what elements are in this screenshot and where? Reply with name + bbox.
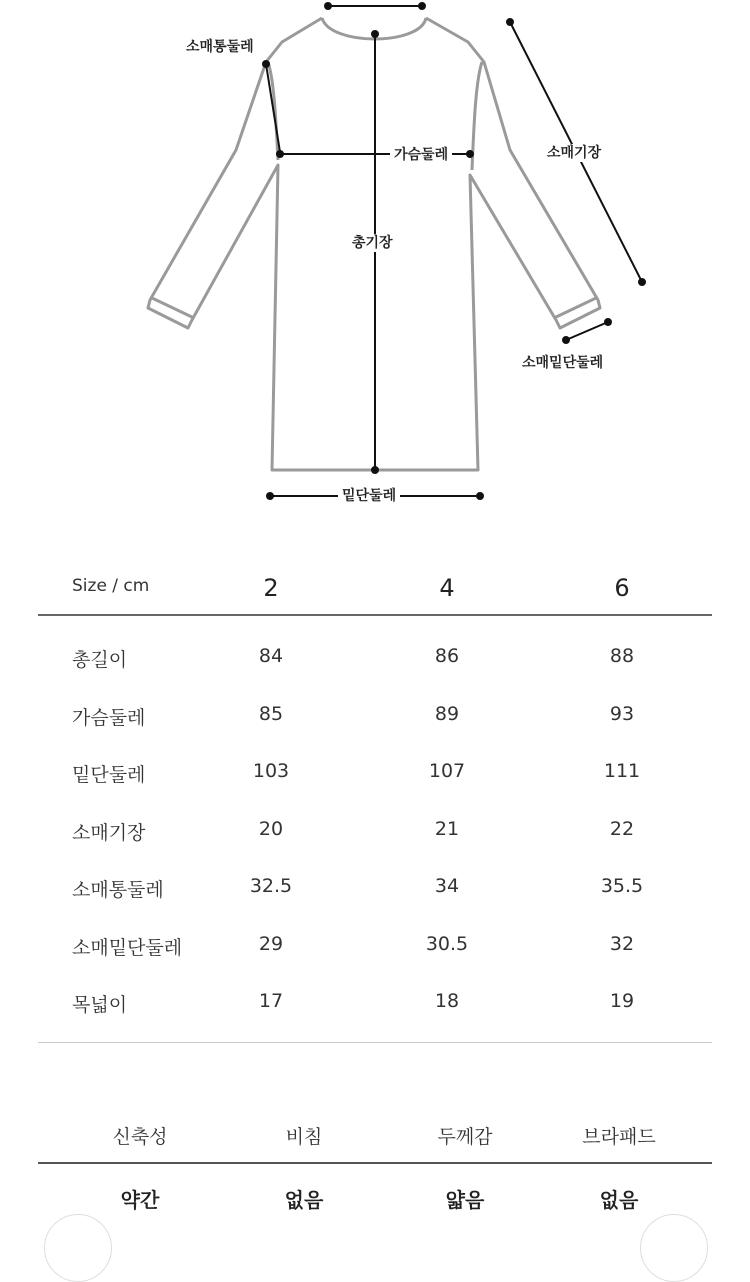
cell-value: 20 [258, 817, 284, 840]
table-row [38, 916, 712, 974]
dress-illustration [0, 0, 750, 520]
cell-value: 107 [428, 760, 466, 782]
size-table [38, 560, 712, 1043]
row-label: 목넓이 [72, 994, 128, 1016]
size-table-body [38, 616, 712, 1043]
cell-value: 93 [609, 702, 635, 725]
cell-value: 22 [609, 817, 635, 840]
row-label: 소매밑단둘레 [72, 936, 183, 959]
indicator-circle [44, 1214, 112, 1282]
cell-value: 32 [609, 932, 635, 955]
cell-value: 103 [252, 760, 290, 782]
label-sleeve-circumference: 소매통둘레 [182, 38, 258, 56]
cell-value: 32.5 [249, 875, 293, 897]
cell-value: 19 [609, 990, 635, 1012]
property-value-bra-pad: 없음 [599, 1188, 639, 1212]
cell-value: 17 [258, 990, 284, 1012]
table-row [38, 858, 712, 916]
cell-value: 34 [434, 875, 460, 897]
cell-value: 86 [434, 645, 460, 667]
size-column-header: 6 [614, 574, 630, 602]
row-label: 밑단둘레 [72, 764, 146, 786]
property-value-thickness: 얇음 [445, 1188, 485, 1212]
label-total-length: 총기장 [348, 234, 397, 252]
cell-value: 18 [434, 990, 460, 1012]
measurement-diagram [0, 0, 750, 520]
cell-value: 35.5 [600, 875, 644, 897]
label-hem: 밑단둘레 [338, 487, 400, 505]
row-label: 소매기장 [72, 821, 146, 844]
size-column-header: 2 [263, 574, 279, 602]
cell-value: 30.5 [425, 932, 469, 955]
table-row [38, 743, 712, 801]
row-label: 총길이 [72, 649, 128, 671]
property-header-stretch: 신축성 [112, 1126, 168, 1148]
row-label: 소매통둘레 [72, 879, 164, 901]
table-row [38, 686, 712, 744]
cell-value: 89 [434, 702, 460, 725]
property-header-sheerness: 비침 [285, 1126, 323, 1148]
cell-value: 84 [258, 645, 284, 667]
cell-value: 21 [434, 817, 460, 840]
table-row [38, 973, 712, 1031]
table-row [38, 801, 712, 859]
size-unit-label: Size / cm [72, 576, 150, 596]
row-label: 가슴둘레 [72, 706, 146, 729]
properties-values-row [38, 1164, 712, 1224]
size-column-header: 4 [439, 574, 455, 602]
cell-value: 88 [609, 645, 635, 667]
property-value-stretch: 약간 [120, 1188, 160, 1212]
indicator-circle [640, 1214, 708, 1282]
size-table-header [38, 560, 712, 616]
cell-value: 111 [603, 760, 641, 782]
property-value-sheerness: 없음 [284, 1188, 324, 1212]
fabric-properties-table [38, 1110, 712, 1224]
cell-value: 29 [258, 932, 284, 955]
label-sleeve-hem: 소매밑단둘레 [518, 354, 607, 372]
properties-header [38, 1110, 712, 1164]
property-header-bra-pad: 브라패드 [582, 1126, 656, 1148]
label-chest: 가슴둘레 [390, 146, 452, 164]
label-sleeve-length: 소매기장 [543, 144, 605, 162]
cell-value: 85 [258, 702, 284, 725]
property-header-thickness: 두께감 [437, 1126, 493, 1148]
table-row [38, 628, 712, 686]
